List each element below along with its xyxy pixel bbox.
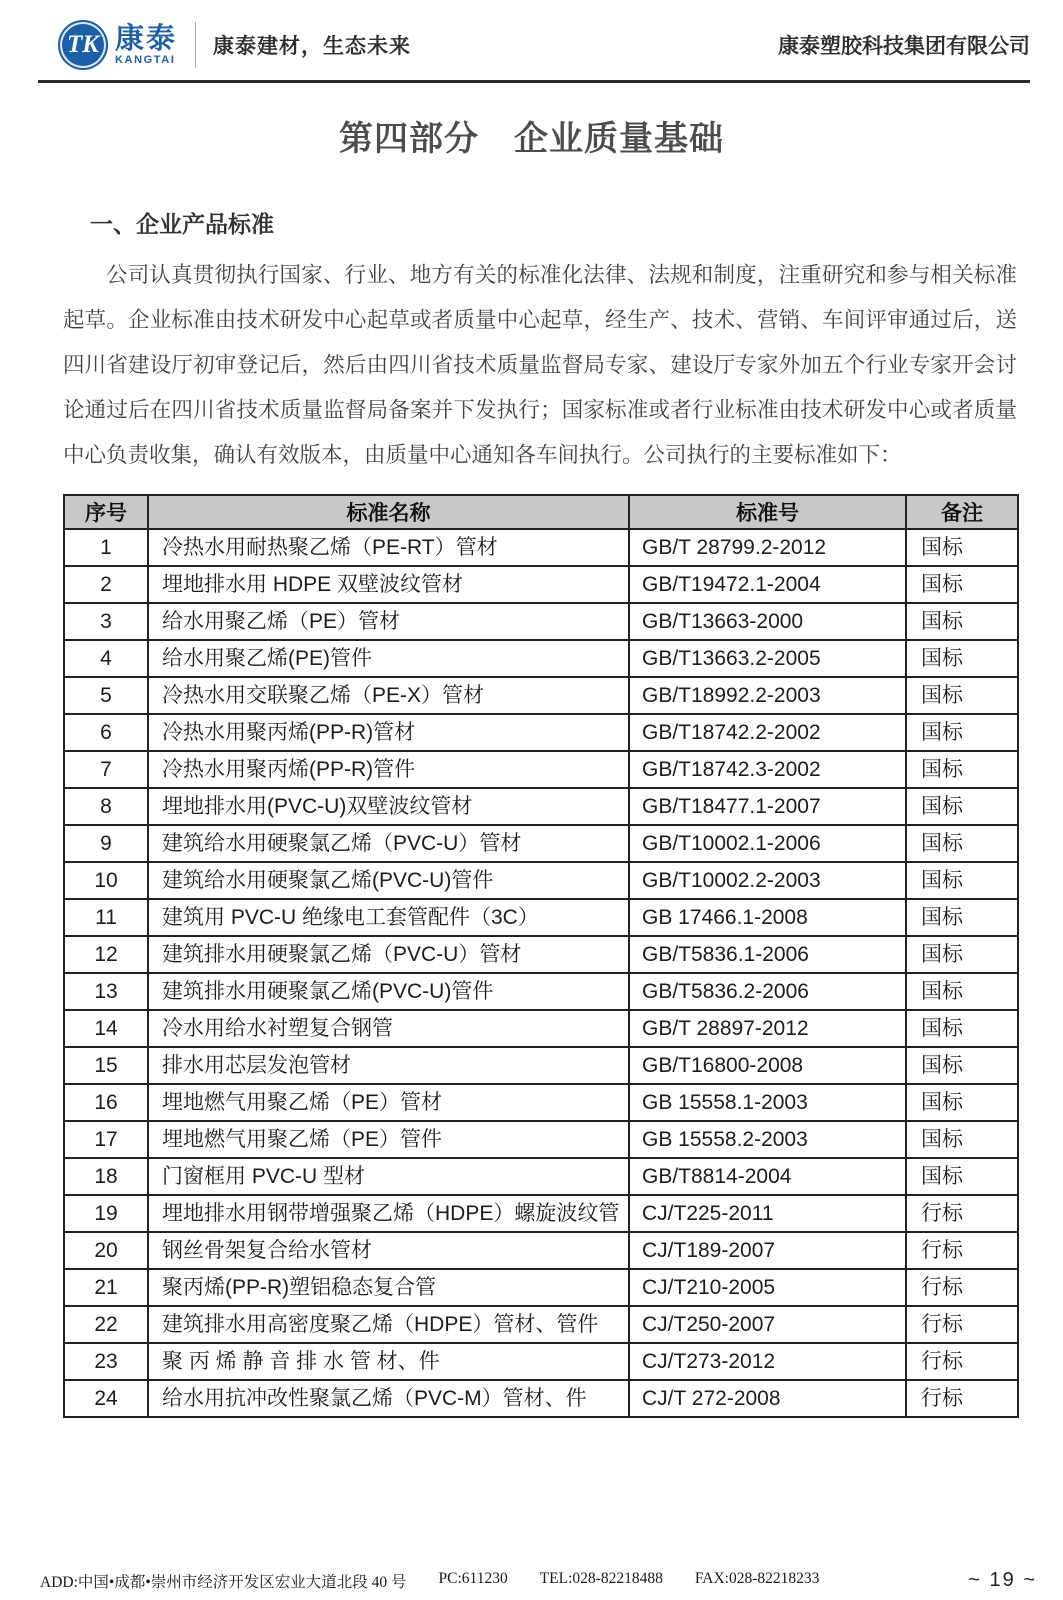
table-row xyxy=(64,1343,1018,1380)
standard-code: GB/T18992.2-2003 xyxy=(629,677,906,714)
standard-name: 埋地燃气用聚乙烯（PE）管件 xyxy=(148,1121,629,1158)
remark: 国标 xyxy=(906,1010,1018,1047)
table-row xyxy=(64,714,1018,751)
standard-name: 埋地排水用 HDPE 双壁波纹管材 xyxy=(148,566,629,603)
standard-name: 建筑给水用硬聚氯乙烯(PVC-U)管件 xyxy=(148,862,629,899)
table-row xyxy=(64,1121,1018,1158)
standards-table xyxy=(63,494,1019,1418)
standard-name: 建筑排水用高密度聚乙烯（HDPE）管材、管件 xyxy=(148,1306,629,1343)
table-row xyxy=(64,529,1018,566)
standard-name: 冷热水用耐热聚乙烯（PE-RT）管材 xyxy=(148,529,629,566)
table-row xyxy=(64,1232,1018,1269)
logo-brand-en: KANGTAI xyxy=(115,54,176,66)
remark: 国标 xyxy=(906,1158,1018,1195)
standard-code: CJ/T210-2005 xyxy=(629,1269,906,1306)
page-title: 第四部分 企业质量基础 xyxy=(339,120,724,158)
standard-name: 门窗框用 PVC-U 型材 xyxy=(148,1158,629,1195)
standard-name: 冷热水用聚丙烯(PP-R)管件 xyxy=(148,751,629,788)
table-row xyxy=(64,973,1018,1010)
page-header xyxy=(38,16,1030,83)
logo-brand-cn: 康泰 xyxy=(115,23,178,55)
table-row xyxy=(64,899,1018,936)
remark: 国标 xyxy=(906,788,1018,825)
standard-code: CJ/T225-2011 xyxy=(629,1195,906,1232)
row-number: 13 xyxy=(64,973,148,1010)
row-number: 22 xyxy=(64,1306,148,1343)
standard-name: 埋地排水用钢带增强聚乙烯（HDPE）螺旋波纹管 xyxy=(148,1195,629,1232)
row-number: 19 xyxy=(64,1195,148,1232)
row-number: 24 xyxy=(64,1380,148,1417)
row-number: 11 xyxy=(64,899,148,936)
standard-code: GB/T10002.1-2006 xyxy=(629,825,906,862)
row-number: 4 xyxy=(64,640,148,677)
standard-code: CJ/T189-2007 xyxy=(629,1232,906,1269)
standard-code: GB/T13663-2000 xyxy=(629,603,906,640)
logo-monogram: TK xyxy=(67,31,99,58)
remark: 国标 xyxy=(906,751,1018,788)
standard-name: 冷热水用聚丙烯(PP-R)管材 xyxy=(148,714,629,751)
table-row xyxy=(64,603,1018,640)
row-number: 2 xyxy=(64,566,148,603)
remark: 国标 xyxy=(906,1047,1018,1084)
standard-name: 给水用抗冲改性聚氯乙烯（PVC-M）管材、件 xyxy=(148,1380,629,1417)
standard-name: 聚 丙 烯 静 音 排 水 管 材、件 xyxy=(148,1343,629,1380)
standard-name: 冷水用给水衬塑复合钢管 xyxy=(148,1010,629,1047)
standard-code: GB/T13663.2-2005 xyxy=(629,640,906,677)
section-heading: 一、企业产品标准 xyxy=(90,211,274,237)
logo-wordmark xyxy=(115,24,177,66)
remark: 行标 xyxy=(906,1269,1018,1306)
footer-fax: FAX:028-82218233 xyxy=(694,1570,820,1587)
standard-code: CJ/T250-2007 xyxy=(629,1306,906,1343)
table-row xyxy=(64,677,1018,714)
standard-code: GB/T8814-2004 xyxy=(629,1158,906,1195)
row-number: 21 xyxy=(64,1269,148,1306)
standard-code: GB 17466.1-2008 xyxy=(629,899,906,936)
footer-postcode: PC:611230 xyxy=(438,1570,508,1587)
standard-code: GB/T19472.1-2004 xyxy=(629,566,906,603)
row-number: 10 xyxy=(64,862,148,899)
remark: 国标 xyxy=(906,1121,1018,1158)
row-number: 7 xyxy=(64,751,148,788)
remark: 国标 xyxy=(906,825,1018,862)
table-row xyxy=(64,788,1018,825)
standard-code: GB/T18742.2-2002 xyxy=(629,714,906,751)
standard-name: 排水用芯层发泡管材 xyxy=(148,1047,629,1084)
remark: 国标 xyxy=(906,640,1018,677)
standard-name: 冷热水用交联聚乙烯（PE-X）管材 xyxy=(148,677,629,714)
standard-name: 给水用聚乙烯（PE）管材 xyxy=(148,603,629,640)
standard-name: 埋地排水用(PVC-U)双壁波纹管材 xyxy=(148,788,629,825)
tagline: 康泰建材，生态未来 xyxy=(213,35,412,58)
page-content xyxy=(63,206,1017,1418)
footer-address: ADD:中国•成都•崇州市经济开发区宏业大道北段 40 号 xyxy=(40,1574,407,1591)
row-number: 6 xyxy=(64,714,148,751)
body-paragraph: 公司认真贯彻执行国家、行业、地方有关的标准化法律、法规和制度，注重研究和参与相关标准起草。企业标准由技术研发中心起草或者质量中心起草，经生产、技术、营销、车间评审通过后，送四川省建设厅初审登记后，然后由四川省技术质量监督局专家、建设厅专家外加五个行业专家开会讨论通过后在四川省技术质量监督局备案并下发执行；国家标准或者行业标准由技术研发中心或者质量中心负责收集，确认有效版本，由质量中心通知各车间执行。公司执行的主要标准如下： xyxy=(63,263,1017,467)
table-row xyxy=(64,1269,1018,1306)
table-row xyxy=(64,1380,1018,1417)
table-row xyxy=(64,640,1018,677)
header-divider xyxy=(195,22,196,68)
table-header-row xyxy=(64,495,1018,529)
col-header-no: 序号 xyxy=(64,495,148,529)
standard-code: GB 15558.2-2003 xyxy=(629,1121,906,1158)
standard-code: GB/T 28799.2-2012 xyxy=(629,529,906,566)
company-name: 康泰塑胶科技集团有限公司 xyxy=(778,35,1030,58)
footer-telephone: TEL:028-82218488 xyxy=(539,1570,663,1587)
standard-code: GB/T18477.1-2007 xyxy=(629,788,906,825)
row-number: 1 xyxy=(64,529,148,566)
row-number: 3 xyxy=(64,603,148,640)
table-row xyxy=(64,1084,1018,1121)
row-number: 15 xyxy=(64,1047,148,1084)
logo-circle-icon xyxy=(58,20,108,70)
remark: 国标 xyxy=(906,529,1018,566)
standard-name: 聚丙烯(PP-R)塑铝稳态复合管 xyxy=(148,1269,629,1306)
standard-code: GB 15558.1-2003 xyxy=(629,1084,906,1121)
standard-name: 给水用聚乙烯(PE)管件 xyxy=(148,640,629,677)
row-number: 16 xyxy=(64,1084,148,1121)
standard-name: 钢丝骨架复合给水管材 xyxy=(148,1232,629,1269)
table-row xyxy=(64,751,1018,788)
remark: 行标 xyxy=(906,1380,1018,1417)
remark: 国标 xyxy=(906,899,1018,936)
table-row xyxy=(64,936,1018,973)
page-number: ~ 19 ~ xyxy=(968,1569,1037,1591)
remark: 国标 xyxy=(906,714,1018,751)
col-header-remark: 备注 xyxy=(906,495,1018,529)
remark: 国标 xyxy=(906,1084,1018,1121)
footer-contact xyxy=(40,1570,819,1592)
row-number: 14 xyxy=(64,1010,148,1047)
standard-name: 建筑排水用硬聚氯乙烯(PVC-U)管件 xyxy=(148,973,629,1010)
row-number: 18 xyxy=(64,1158,148,1195)
table-row xyxy=(64,1010,1018,1047)
table-row xyxy=(64,1306,1018,1343)
remark: 国标 xyxy=(906,936,1018,973)
table-row xyxy=(64,566,1018,603)
standard-code: GB/T10002.2-2003 xyxy=(629,862,906,899)
remark: 国标 xyxy=(906,566,1018,603)
standard-code: CJ/T 272-2008 xyxy=(629,1380,906,1417)
row-number: 5 xyxy=(64,677,148,714)
col-header-code: 标准号 xyxy=(629,495,906,529)
remark: 行标 xyxy=(906,1306,1018,1343)
remark: 行标 xyxy=(906,1232,1018,1269)
remark: 国标 xyxy=(906,862,1018,899)
row-number: 17 xyxy=(64,1121,148,1158)
standard-code: GB/T18742.3-2002 xyxy=(629,751,906,788)
remark: 行标 xyxy=(906,1195,1018,1232)
remark: 行标 xyxy=(906,1343,1018,1380)
standard-name: 建筑给水用硬聚氯乙烯（PVC-U）管材 xyxy=(148,825,629,862)
table-row xyxy=(64,862,1018,899)
row-number: 20 xyxy=(64,1232,148,1269)
table-row xyxy=(64,1195,1018,1232)
row-number: 9 xyxy=(64,825,148,862)
standard-code: GB/T5836.2-2006 xyxy=(629,973,906,1010)
standard-code: GB/T16800-2008 xyxy=(629,1047,906,1084)
table-row xyxy=(64,825,1018,862)
standard-code: CJ/T273-2012 xyxy=(629,1343,906,1380)
standard-name: 埋地燃气用聚乙烯（PE）管材 xyxy=(148,1084,629,1121)
remark: 国标 xyxy=(906,677,1018,714)
row-number: 8 xyxy=(64,788,148,825)
table-row xyxy=(64,1047,1018,1084)
row-number: 23 xyxy=(64,1343,148,1380)
page-footer xyxy=(40,1569,1037,1592)
table-row xyxy=(64,1158,1018,1195)
remark: 国标 xyxy=(906,973,1018,1010)
standard-code: GB/T5836.1-2006 xyxy=(629,936,906,973)
standard-code: GB/T 28897-2012 xyxy=(629,1010,906,1047)
kangtai-logo xyxy=(58,20,177,70)
standard-name: 建筑用 PVC-U 绝缘电工套管配件（3C） xyxy=(148,899,629,936)
col-header-name: 标准名称 xyxy=(148,495,629,529)
standard-name: 建筑排水用硬聚氯乙烯（PVC-U）管材 xyxy=(148,936,629,973)
remark: 国标 xyxy=(906,603,1018,640)
row-number: 12 xyxy=(64,936,148,973)
